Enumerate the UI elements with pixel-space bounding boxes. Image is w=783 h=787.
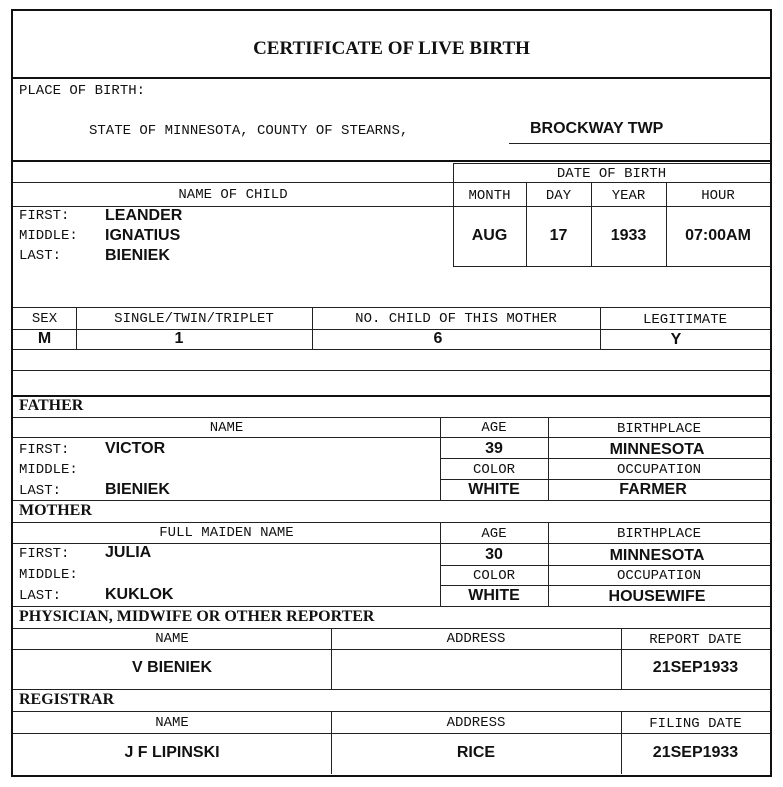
sex-value: M [37,330,52,347]
father-color: WHITE [468,481,520,498]
divider [453,163,770,164]
registrar-name-header: NAME [155,715,189,731]
mother-section-title: MOTHER [19,502,92,519]
divider [13,77,770,79]
mother-last-name: KUKLOK [105,586,174,603]
divider [13,370,770,371]
column-divider [453,163,454,266]
certificate-title: CERTIFICATE OF LIVE BIRTH [253,38,530,59]
name-of-child-header: NAME OF CHILD [178,187,288,203]
divider [13,417,770,418]
father-birthplace-header: BIRTHPLACE [616,421,701,437]
year-header: YEAR [611,188,646,204]
mother-occupation: HOUSEWIFE [608,588,706,605]
registrar-address: RICE [456,744,496,761]
mother-color: WHITE [468,587,520,604]
child-middle-label: MIDDLE: [19,228,78,244]
father-age: 39 [485,440,503,457]
mother-first-name: JULIA [105,544,152,561]
place-of-birth-label: PLACE OF BIRTH: [19,83,146,99]
sex-header: SEX [31,311,58,327]
child-number-header: NO. CHILD OF THIS MOTHER [355,311,557,327]
father-section-title: FATHER [19,397,84,414]
mother-age-header: AGE [481,526,507,542]
plurality-value: 1 [174,330,184,347]
mother-age: 30 [485,546,503,563]
mother-color-header: COLOR [472,568,515,584]
father-name-header: NAME [209,420,244,436]
divider [13,711,770,712]
divider [13,395,770,397]
divider [13,182,770,183]
physician-section-title: PHYSICIAN, MIDWIFE OR OTHER REPORTER [19,608,375,625]
divider [13,437,770,438]
day-header: DAY [545,188,572,204]
physician-address-header: ADDRESS [446,631,506,647]
father-last-name: BIENIEK [105,481,170,498]
divider [13,606,770,607]
divider [13,329,770,330]
mother-name-header: FULL MAIDEN NAME [159,525,294,541]
child-first-label: FIRST: [19,208,70,224]
registrar-address-header: ADDRESS [446,715,506,731]
divider [13,349,770,350]
divider [13,649,770,650]
month-header: MONTH [468,188,511,204]
filing-date-header: FILING DATE [649,716,742,732]
registrar-name: J F LIPINSKI [124,744,220,761]
legitimate-header: LEGITIMATE [642,312,727,328]
father-birthplace: MINNESOTA [609,441,705,458]
divider [13,160,770,162]
registrar-section-title: REGISTRAR [19,691,115,708]
township-underline [509,143,771,144]
mother-middle-label: MIDDLE: [19,567,78,583]
mother-first-label: FIRST: [19,546,70,562]
state-county-text: STATE OF MINNESOTA, COUNTY OF STEARNS, [89,123,409,139]
legitimate-value: Y [670,331,682,348]
divider [13,500,770,501]
report-date-header: REPORT DATE [649,632,742,648]
father-middle-label: MIDDLE: [19,462,78,478]
child-last-label: LAST: [19,248,62,264]
father-occupation: FARMER [619,481,687,498]
physician-name-header: NAME [155,631,189,647]
divider [440,585,770,586]
divider [440,479,770,480]
filing-date: 21SEP1933 [652,744,739,761]
father-color-header: COLOR [472,462,515,478]
father-age-header: AGE [481,420,507,436]
divider [13,689,770,690]
divider [13,733,770,734]
child-first-name: LEANDER [105,207,183,224]
child-number-value: 6 [433,330,443,347]
plurality-header: SINGLE/TWIN/TRIPLET [114,311,274,327]
child-middle-name: IGNATIUS [105,227,181,244]
mother-last-label: LAST: [19,588,62,604]
mother-birthplace-header: BIRTHPLACE [616,526,701,542]
mother-birthplace: MINNESOTA [609,547,705,564]
date-of-birth-header: DATE OF BIRTH [556,166,667,182]
birth-hour: 07:00AM [685,227,751,244]
divider [13,307,770,308]
township-value: BROCKWAY TWP [530,120,664,137]
mother-occupation-header: OCCUPATION [616,568,701,584]
father-last-label: LAST: [19,483,62,499]
report-date: 21SEP1933 [652,659,739,676]
birth-day: 17 [549,227,568,244]
divider [440,565,770,566]
divider [13,628,770,629]
father-first-label: FIRST: [19,442,70,458]
birth-year: 1933 [610,227,647,244]
father-occupation-header: OCCUPATION [616,462,701,478]
birth-month: AUG [471,227,508,244]
divider [453,266,770,267]
hour-header: HOUR [701,188,735,204]
father-first-name: VICTOR [105,440,166,457]
child-last-name: BIENIEK [105,247,170,264]
divider [440,458,770,459]
physician-name: V BIENIEK [131,659,212,676]
divider [13,522,770,523]
